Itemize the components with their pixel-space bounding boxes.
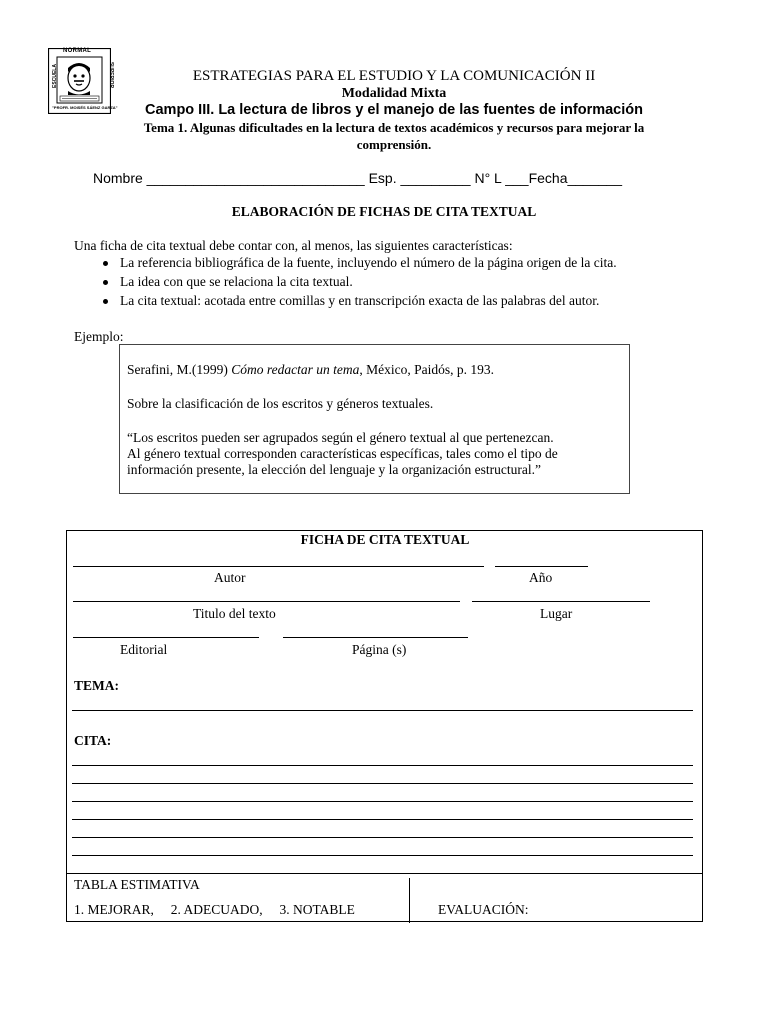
example-topic: Sobre la clasificación de los escritos y géneros textuales. [127, 396, 434, 411]
place-label: Lugar [540, 606, 573, 621]
logo-right-text: SUPERIOR [108, 61, 115, 89]
year-label: Año [529, 570, 553, 585]
citation-card-form [66, 530, 703, 922]
rubric-title: TABLA ESTIMATIVA [74, 877, 200, 892]
tema-label: TEMA: [74, 678, 119, 693]
example-quote-line: “Los escritos pueden ser agrupados según el género textual al que pertenezcan. [127, 430, 554, 445]
pages-label: Página (s) [352, 642, 407, 657]
publisher-field[interactable] [73, 637, 259, 638]
evaluation-label: EVALUACIÓN: [438, 902, 529, 917]
cita-line[interactable] [72, 801, 693, 802]
author-field[interactable] [73, 566, 484, 567]
bullet-item: La referencia bibliográfica de la fuente, incluyendo el número de la página origen de la cita. [120, 255, 617, 270]
example-reference [127, 362, 494, 378]
publisher-label: Editorial [120, 642, 168, 657]
bullet-item: La cita textual: acotada entre comillas y en transcripción exacta de las palabras del autor. [120, 293, 600, 308]
pages-field[interactable] [283, 637, 468, 638]
intro-text: Una ficha de cita textual debe contar con, al menos, las siguientes características: [74, 238, 513, 253]
example-quote-line: Al género textual corresponden características específicas, tales como el tipo de [127, 446, 558, 461]
tema-field[interactable] [72, 710, 693, 711]
cita-line[interactable] [72, 855, 693, 856]
cita-line[interactable] [72, 765, 693, 766]
cita-label: CITA: [74, 733, 112, 748]
year-field[interactable] [495, 566, 588, 567]
reference-author: Serafini, M.(1999) [127, 362, 232, 377]
example-label: Ejemplo: [74, 329, 124, 344]
bullet-icon [103, 299, 108, 304]
form-title: FICHA DE CITA TEXTUAL [300, 532, 470, 547]
logo-bottom-text: "PROFR. MOISÉS SÁENZ GARZA" [52, 105, 118, 110]
place-field[interactable] [472, 601, 650, 602]
student-info-line: Nombre ____________________________ Esp. _________ N° L ___Fecha_______ [93, 170, 622, 186]
reference-title: Cómo redactar un tema [231, 362, 360, 377]
author-label: Autor [214, 570, 246, 585]
example-box [119, 344, 630, 494]
rubric-divider [66, 873, 703, 874]
cita-line[interactable] [72, 819, 693, 820]
text-title-field[interactable] [73, 601, 460, 602]
example-quote-line: información presente, la elección del lenguaje y la organización estructural.” [127, 462, 541, 477]
topic-line-1: Tema 1. Algunas dificultades en la lectura de textos académicos y recursos para mejorar la [143, 120, 645, 135]
cita-line[interactable] [72, 837, 693, 838]
bullet-item: La idea con que se relaciona la cita textual. [120, 274, 353, 289]
rubric-scale: 1. MEJORAR, 2. ADECUADO, 3. NOTABLE [74, 902, 355, 917]
rubric-column-divider [409, 878, 410, 923]
logo-left-text: ESCUELA [51, 64, 58, 88]
field-title: Campo III. La lectura de libros y el manejo de las fuentes de información [145, 102, 643, 118]
bullet-icon [103, 280, 108, 285]
section-title: ELABORACIÓN DE FICHAS DE CITA TEXTUAL [231, 204, 537, 219]
reference-publication: , México, Paidós, p. 193. [359, 362, 494, 377]
logo-top-text: NORMAL [63, 48, 92, 54]
bullet-icon [103, 261, 108, 266]
cita-line[interactable] [72, 783, 693, 784]
course-title: ESTRATEGIAS PARA EL ESTUDIO Y LA COMUNICACIÓN II [192, 68, 596, 84]
topic-line-2: comprensión. [356, 137, 432, 152]
modality-label: Modalidad Mixta [341, 86, 447, 101]
text-title-label: Titulo del texto [193, 606, 276, 621]
